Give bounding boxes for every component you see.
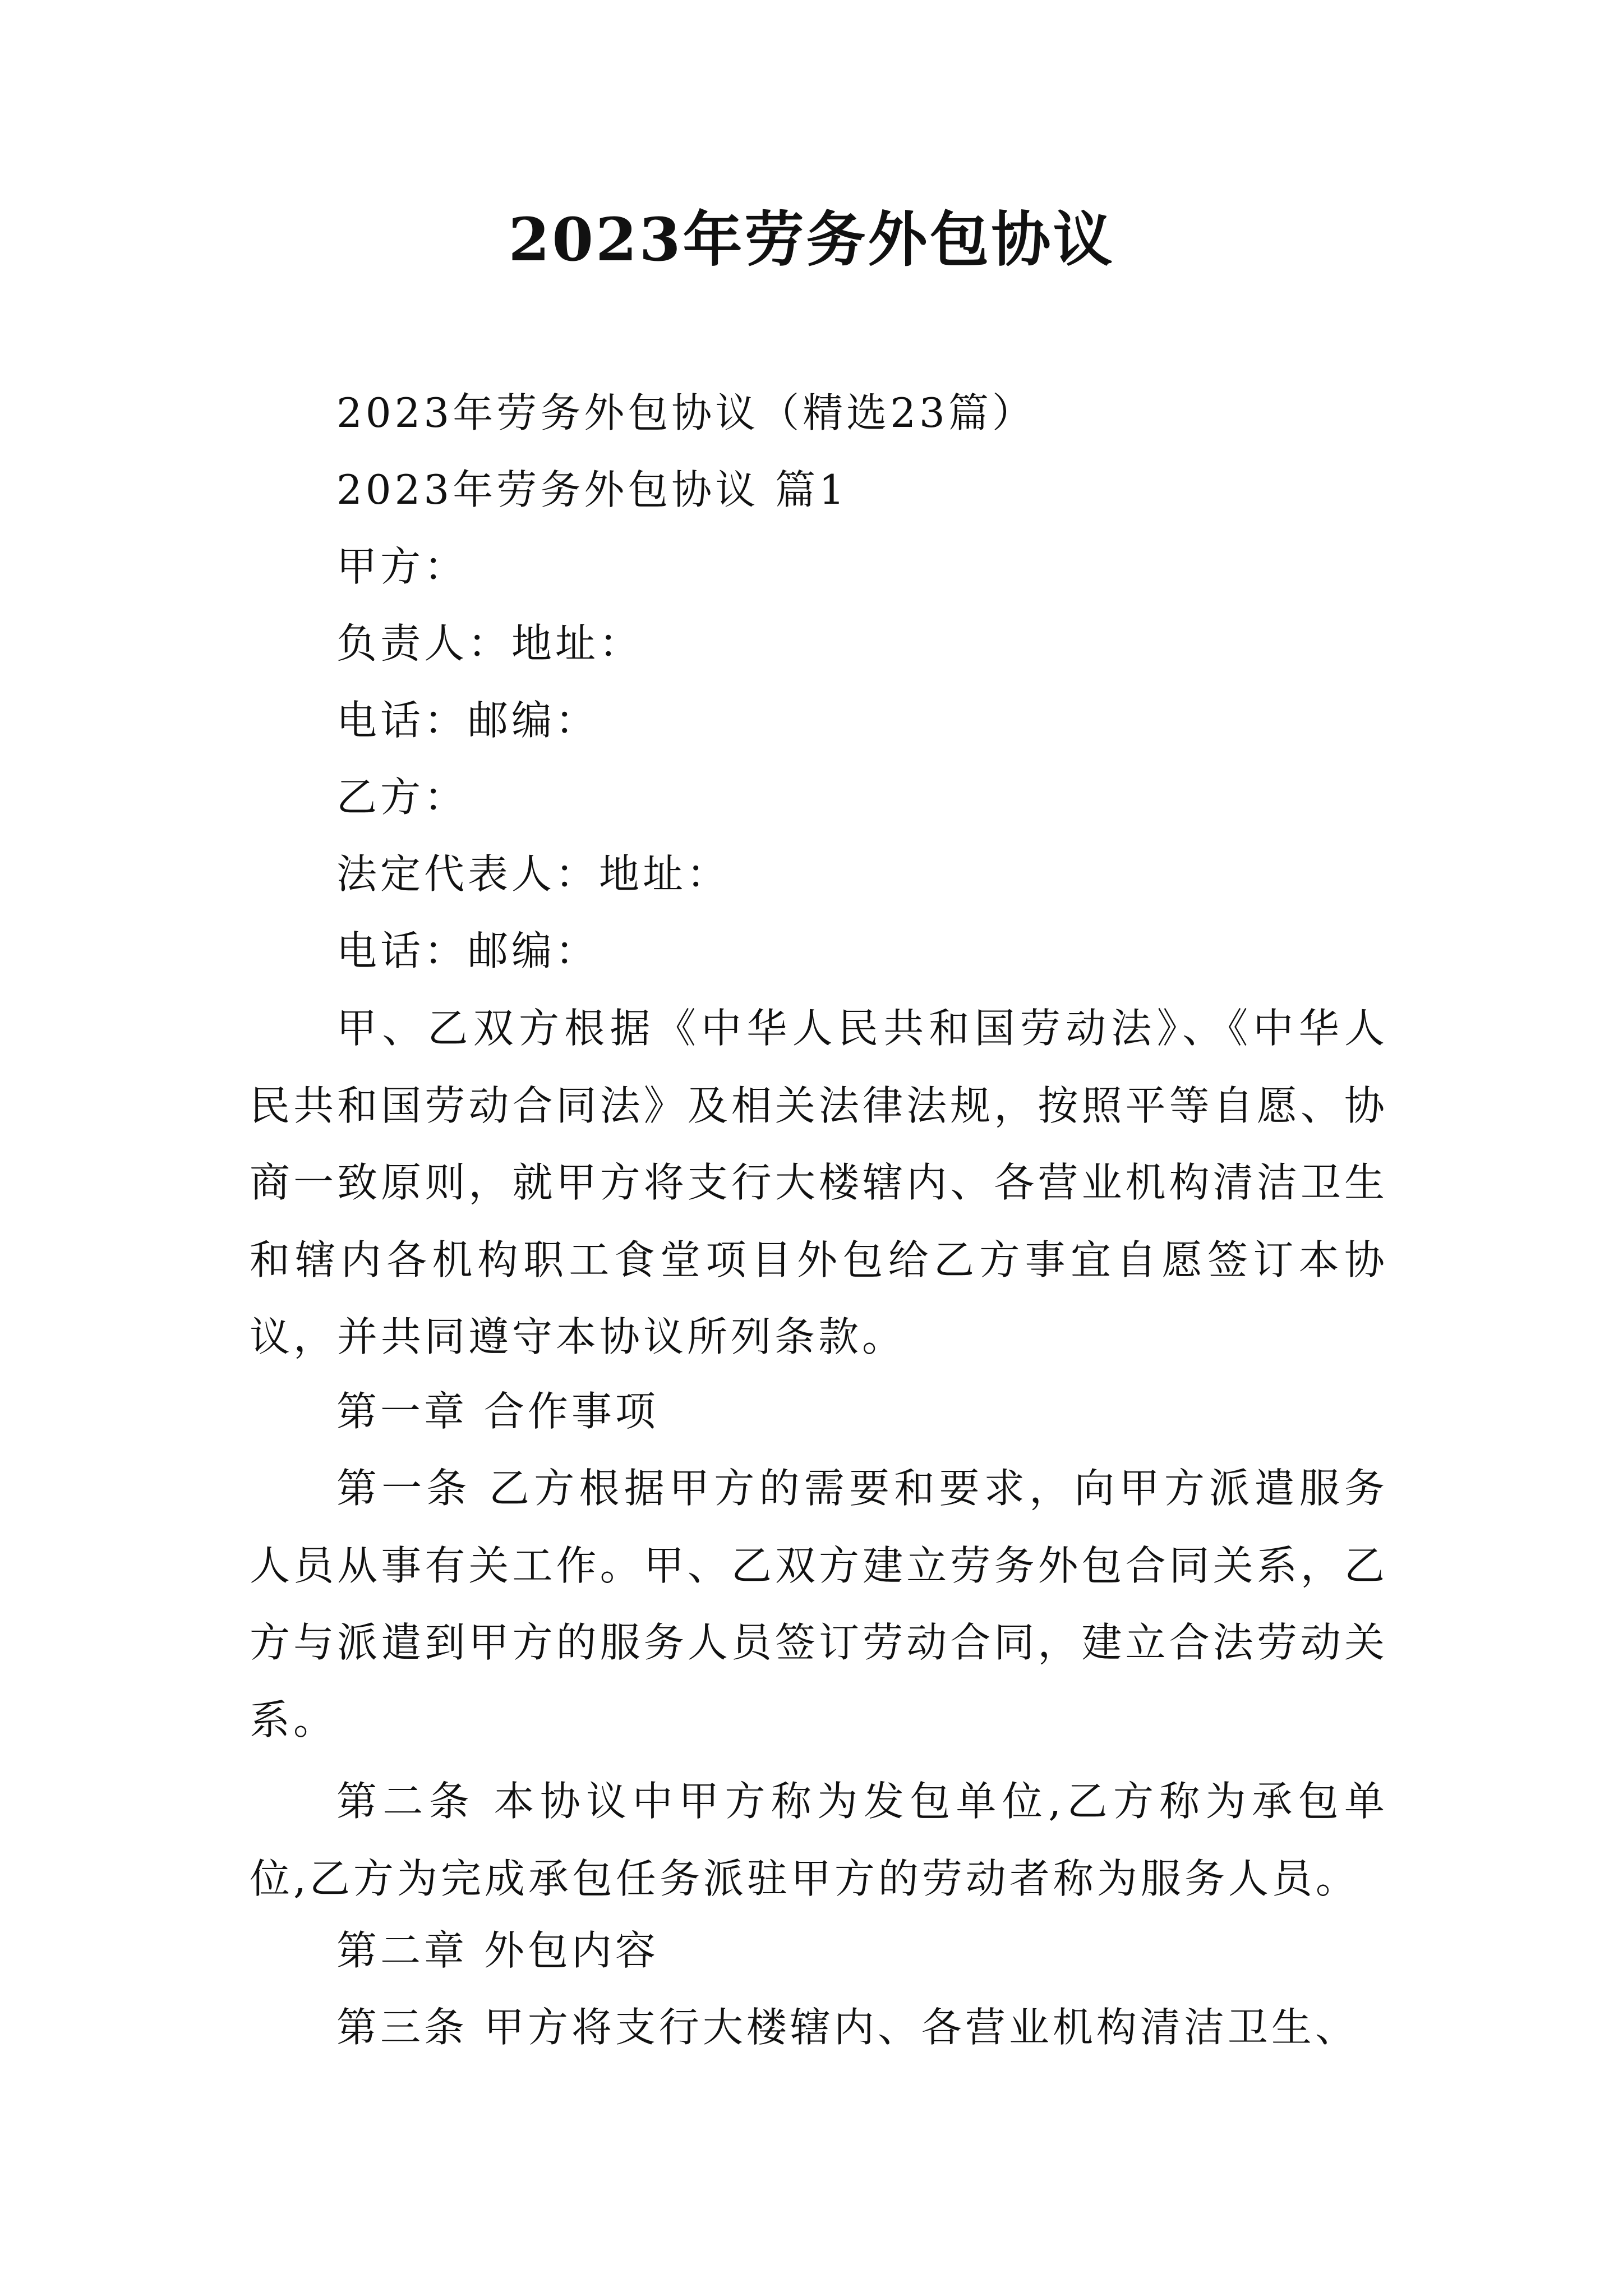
article-3-paragraph: 第三条 甲方将支行大楼辖内、各营业机构清洁卫生、: [336, 2004, 1359, 2051]
chapter-1-heading: 第一章 合作事项: [336, 1388, 659, 1435]
article-2-paragraph: 第二条 本协议中甲方称为发包单位,乙方称为承包单位,乙方为完成承包任务派驻甲方的劳动者称为服务人员。: [250, 1778, 1388, 1902]
intro-paragraph: 甲、乙双方根据《中华人民共和国劳动法》、《中华人民共和国劳动合同法》及相关法律法规，按照平等自愿、协商一致原则，就甲方将支行大楼辖内、各营业机构清洁卫生和辖内各机构职工食堂项目外包给乙方事宜自愿签订本协议，并共同遵守本协议所列条款。: [250, 1005, 1388, 1360]
document-title: 2023年劳务外包协议: [508, 204, 1115, 274]
party-b-contact: 法定代表人：地址：: [336, 850, 731, 898]
part-heading: 2023年劳务外包协议 篇1: [336, 466, 848, 513]
party-b-label: 乙方：: [336, 774, 468, 821]
article-1-paragraph: 第一条 乙方根据甲方的需要和要求，向甲方派遣服务人员从事有关工作。甲、乙双方建立劳务外包合同关系，乙方与派遣到甲方的服务人员签订劳动合同，建立合法劳动关系。: [250, 1465, 1388, 1743]
party-a-phone: 电话：邮编：: [336, 697, 600, 744]
party-a-label: 甲方：: [336, 543, 468, 590]
subtitle-line: 2023年劳务外包协议（精选23篇）: [336, 389, 1036, 436]
chapter-2-heading: 第二章 外包内容: [336, 1927, 659, 1974]
party-b-phone: 电话：邮编：: [336, 927, 600, 974]
party-a-contact: 负责人：地址：: [336, 620, 643, 667]
